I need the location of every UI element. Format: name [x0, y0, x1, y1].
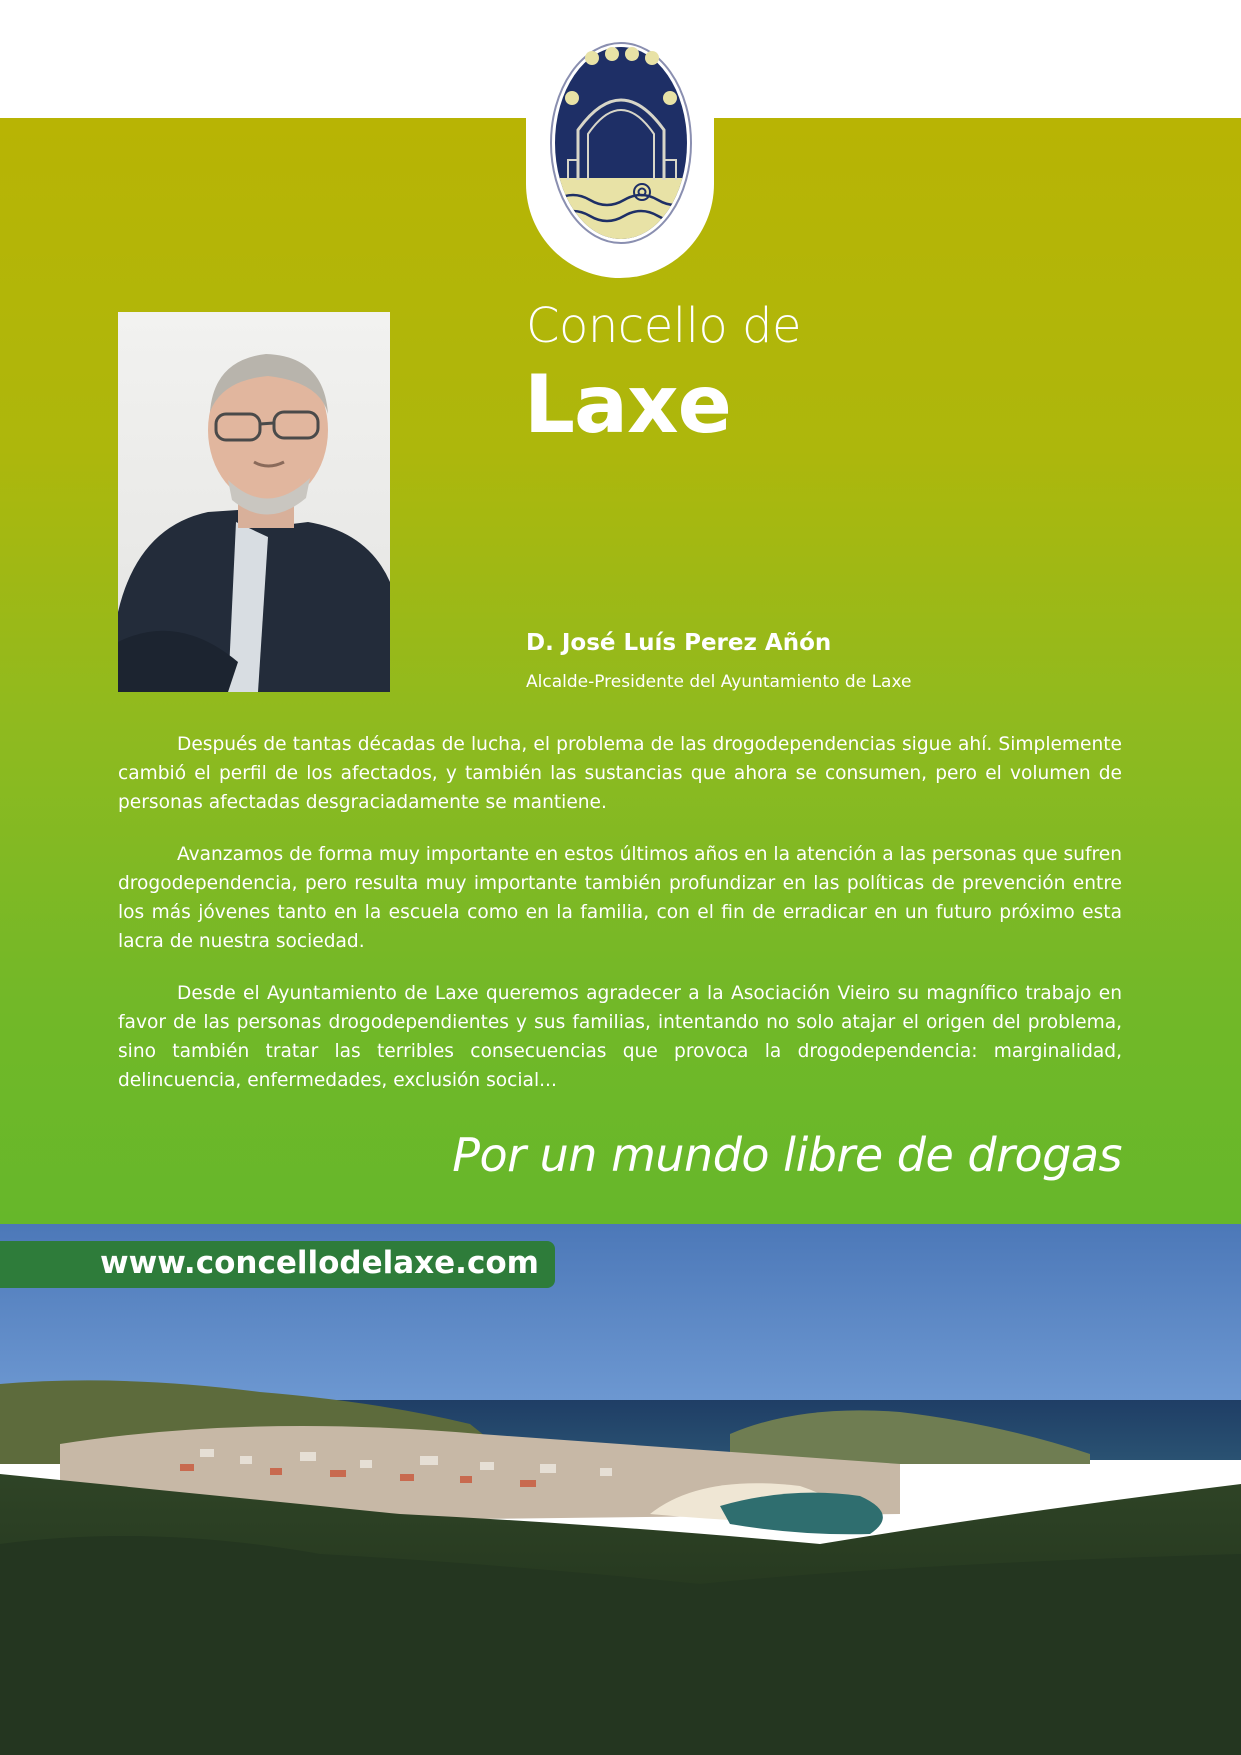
mayor-name: D. José Luís Perez Añón [526, 630, 832, 656]
paragraph: Avanzamos de forma muy importante en estos últimos años en la atención a las personas que sufren drogodependencia, pero resulta muy importante también profundizar en las políticas de prevención entre los más jóvenes tanto en la escuela como en la familia, con el fin de erradicar en un futuro próximo esta lacra de nuestra sociedad. [118, 844, 1122, 952]
mayor-role: Alcalde-Presidente del Ayuntamiento de Laxe [526, 672, 912, 692]
paragraph: Desde el Ayuntamiento de Laxe queremos agradecer a la Asociación Vieiro su magnífico trabajo en favor de las personas drogodependientes y sus familias, intentando no solo atajar el origen del problema, sino también tratar las terribles consecuencias que provoca la drogodependencia: marginalidad, delincuencia, enfermedades, exclusión social... [118, 983, 1122, 1091]
website-link[interactable]: www.concellodelaxe.com [100, 1245, 539, 1281]
slogan: Por un mundo libre de drogas [452, 1128, 1122, 1182]
letter-body [118, 730, 1122, 1118]
page-title: Laxe [524, 358, 731, 451]
title-prefix: Concello de [526, 298, 802, 354]
mayor-portrait-photo [118, 312, 390, 692]
coat-of-arms-icon [548, 40, 694, 246]
landscape-photo [0, 1224, 1241, 1755]
paragraph: Después de tantas décadas de lucha, el problema de las drogodependencias sigue ahí. Simplemente cambió el perfil de los afectados, y también las sustancias que ahora se consumen, pero el volumen de personas afectadas desgraciadamente se mantiene. [118, 734, 1122, 813]
